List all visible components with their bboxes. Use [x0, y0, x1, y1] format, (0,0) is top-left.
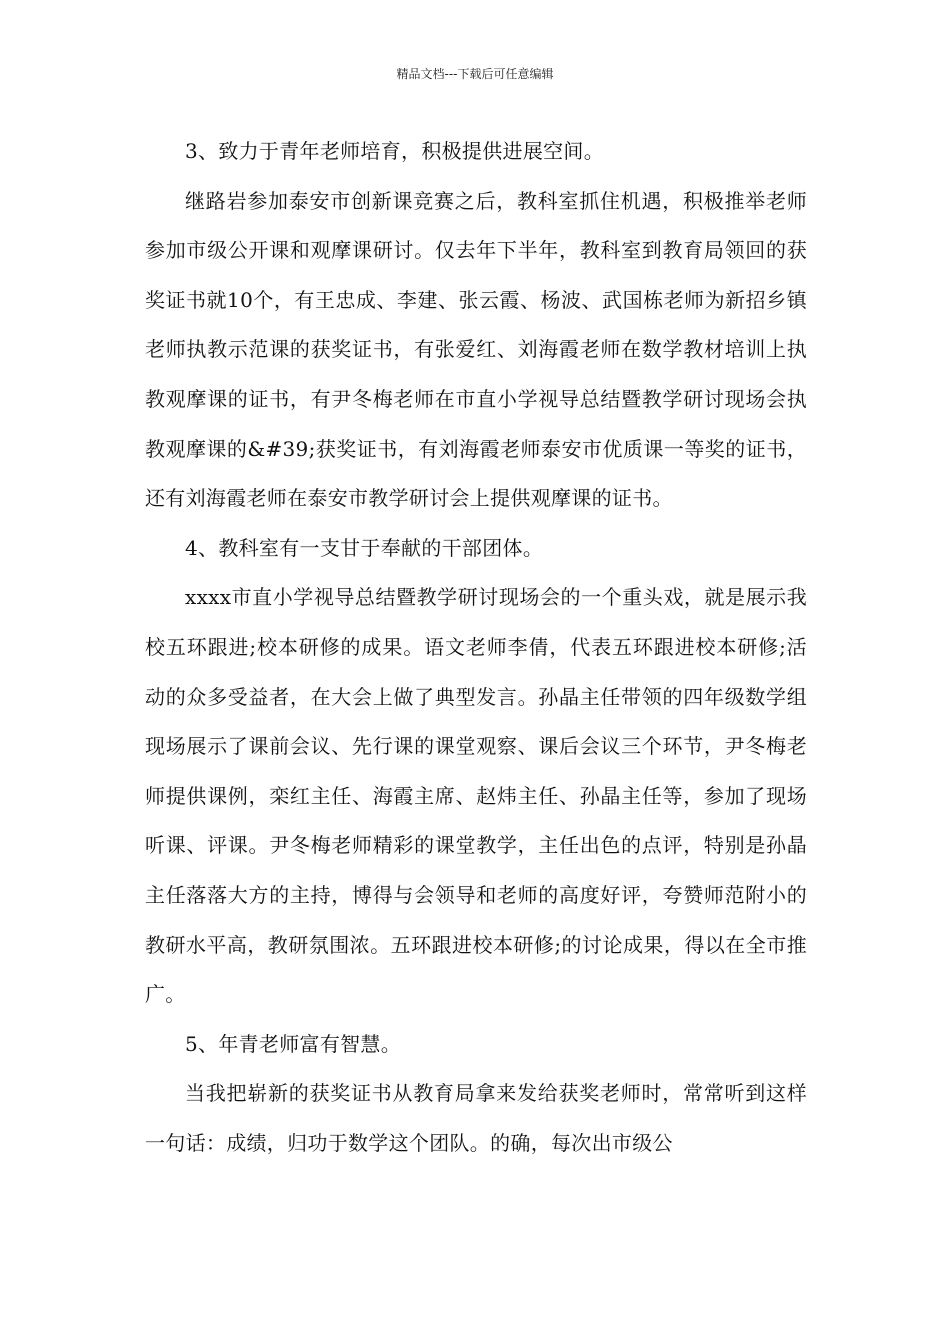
- body-paragraph: 继路岩参加泰安市创新课竞赛之后，教科室抓住机遇，积极推举老师参加市级公开课和观摩课研讨。仅去年下半年，教科室到教育局领回的获奖证书就10个，有王忠成、李建、张云霞、杨波、武国栋老师为新招乡镇老师执教示范课的获奖证书，有张爱红、刘海霞老师在数学教材培训上执教观摩课的证书，有尹冬梅老师在市直小学视导总结暨教学研讨现场会执教观摩课的&#39;获奖证书，有刘海霞老师泰安市优质课一等奖的证书，还有刘海霞老师在泰安市教学研讨会上提供观摩课的证书。: [145, 188, 807, 511]
- body-paragraph: xxxx市直小学视导总结暨教学研讨现场会的一个重头戏，就是展示我校五环跟进;校本研修的成果。语文老师李倩，代表五环跟进校本研修;活动的众多受益者，在大会上做了典型发言。孙晶主任带领的四年级数学组现场展示了课前会议、先行课的课堂观察、课后会议三个环节，尹冬梅老师提供课例，栾红主任、海霞主席、赵炜主任、孙晶主任等，参加了现场听课、评课。尹冬梅老师精彩的课堂教学，主任出色的点评，特别是孙晶主任落落大方的主持，博得与会领导和老师的高度好评，夸赞师范附小的教研水平高，教研氛围浓。五环跟进校本研修;的讨论成果，得以在全市推广。: [145, 585, 807, 1007]
- body-paragraph: 当我把崭新的获奖证书从教育局拿来发给获奖老师时，常常听到这样一句话：成绩，归功于数学这个团队。的确，每次出市级公: [145, 1081, 807, 1155]
- document-body: [145, 127, 807, 1168]
- heading-item-3: 3、致力于青年老师培育，积极提供进展空间。: [185, 139, 605, 163]
- heading-item-5: 5、年青老师富有智慧。: [185, 1031, 402, 1056]
- page-header: 精品文档---下载后可任意编辑: [396, 67, 554, 81]
- heading-item-4: 4、教科室有一支甘于奉献的干部团体。: [185, 535, 544, 560]
